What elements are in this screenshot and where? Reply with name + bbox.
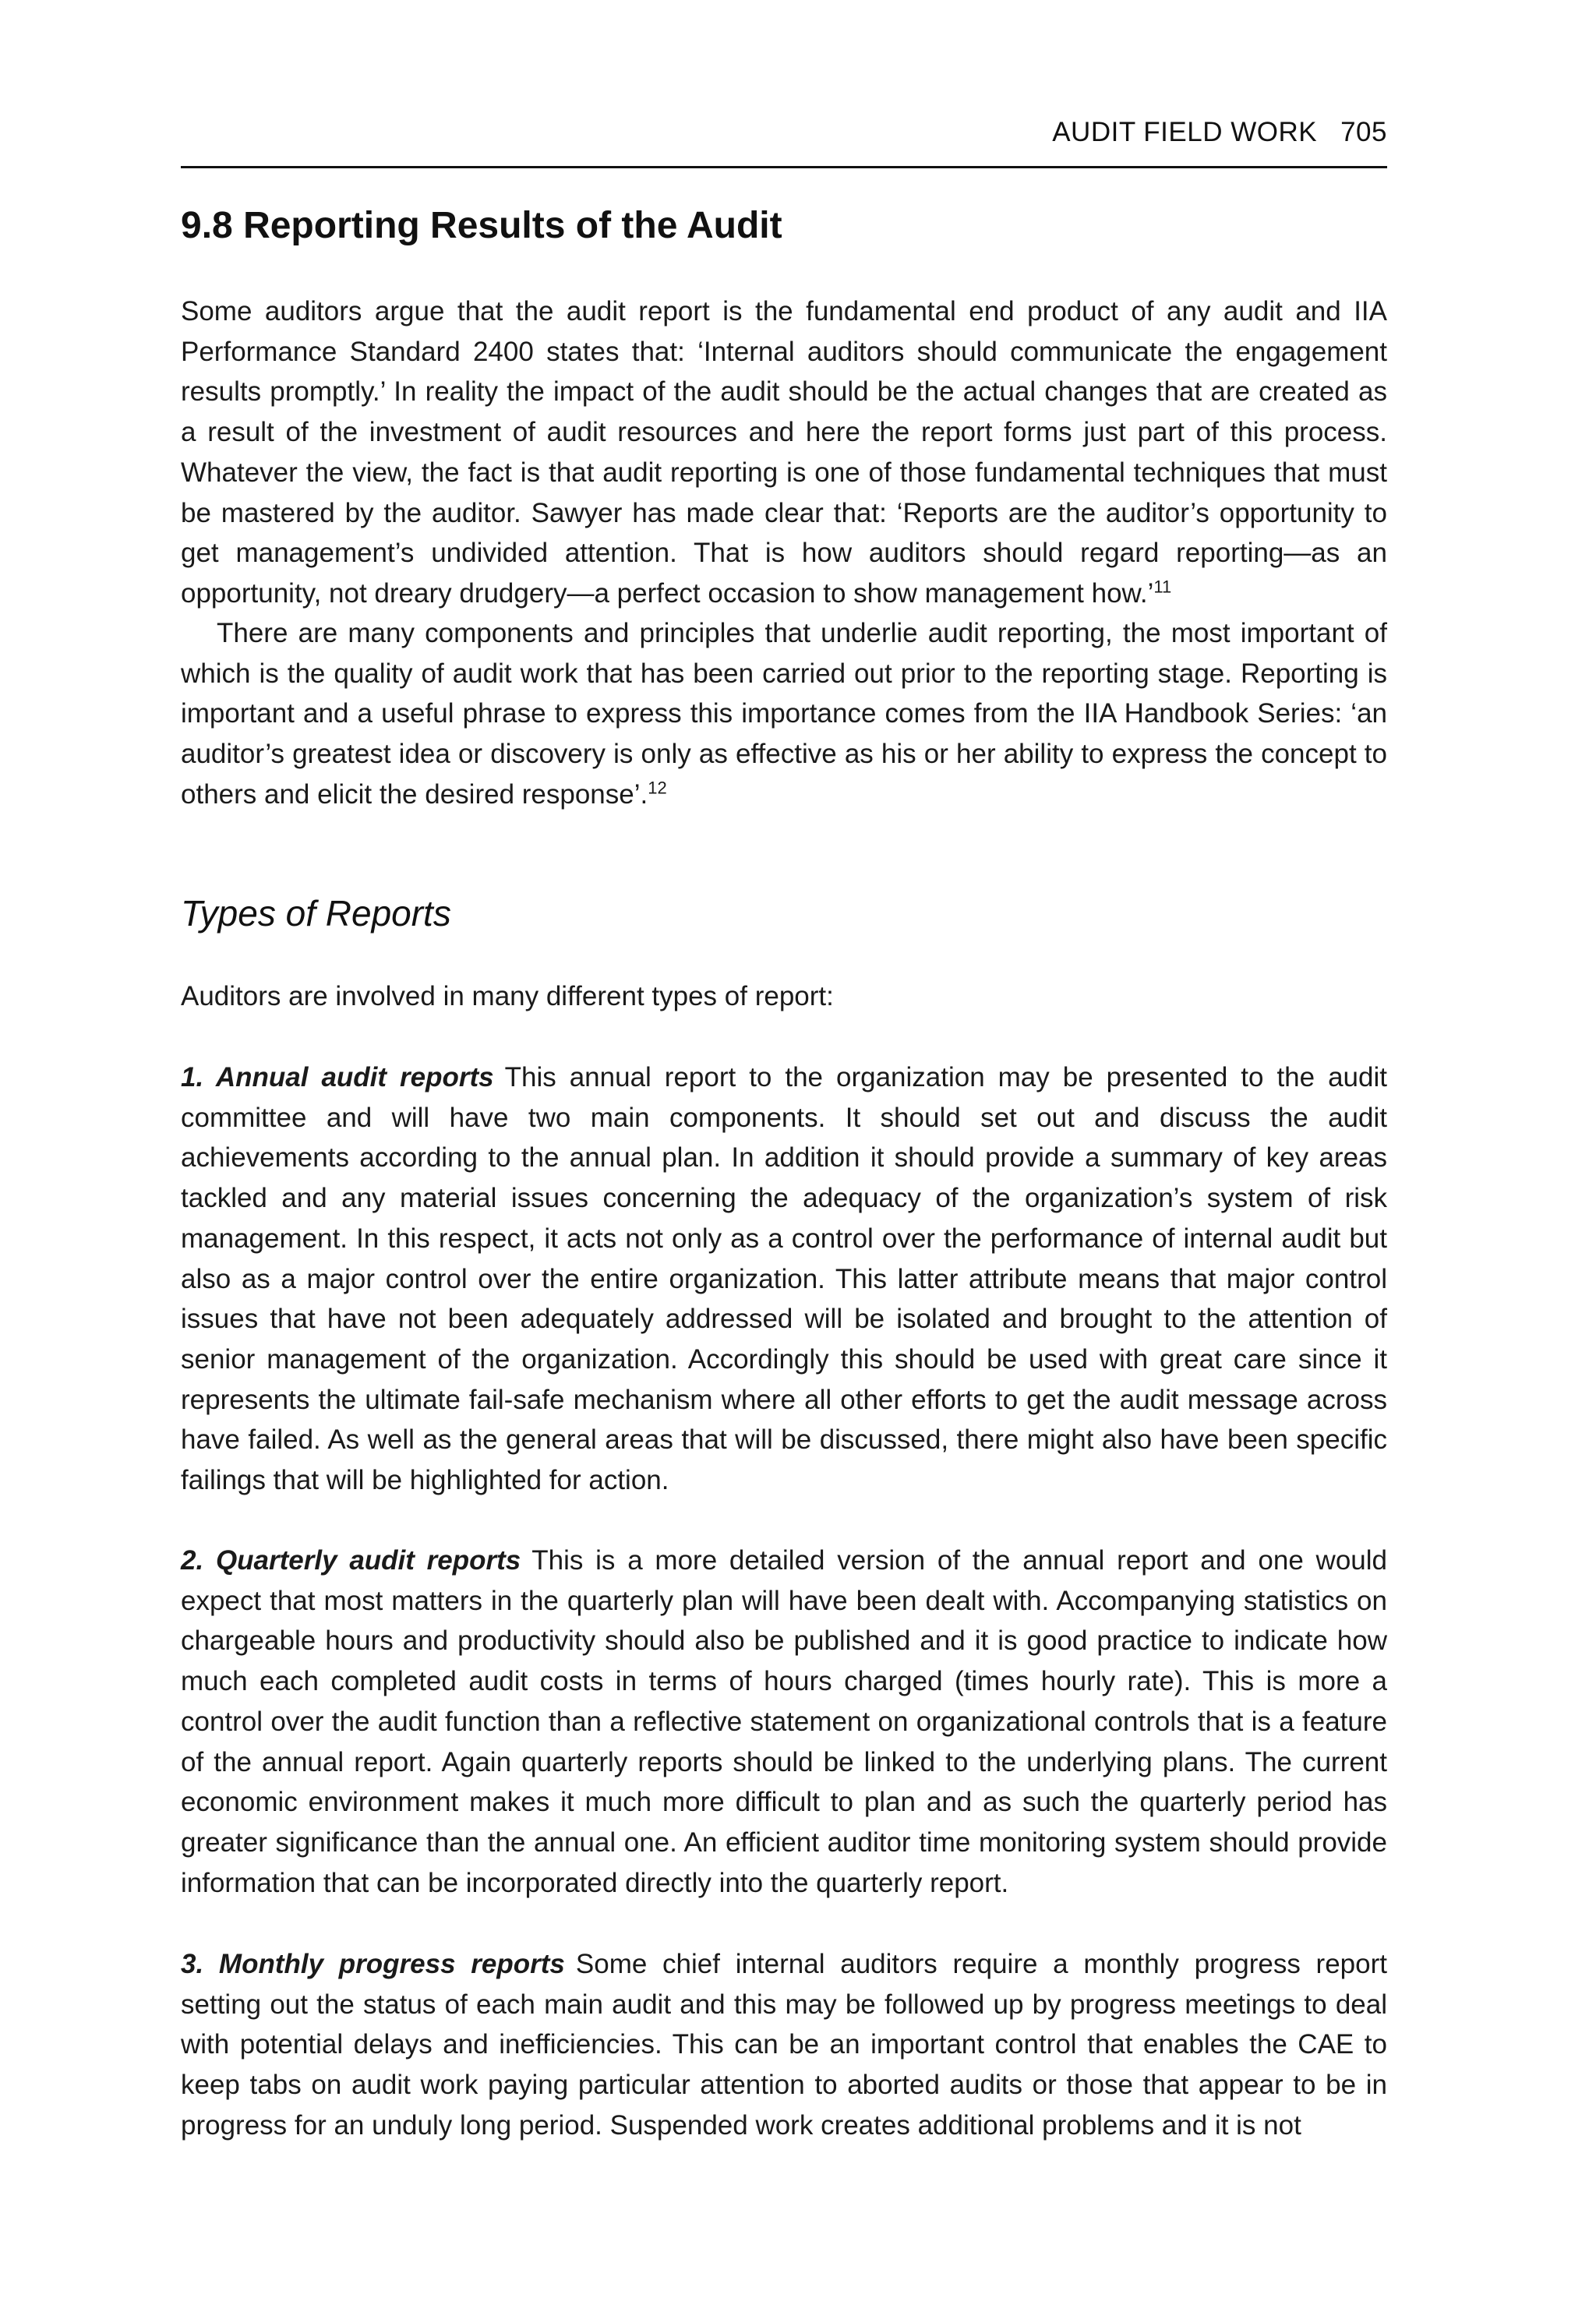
- running-title: AUDIT FIELD WORK: [1052, 117, 1318, 147]
- header-rule: [181, 166, 1387, 168]
- subsection-title: Types of Reports: [181, 893, 451, 934]
- section-title: 9.8 Reporting Results of the Audit: [181, 205, 782, 246]
- report-type-annual: [181, 1057, 1387, 1501]
- report-type-monthly: [181, 1944, 1387, 2146]
- report-type-label: 3. Monthly progress reports: [181, 1949, 565, 1979]
- report-type-label: 2. Quarterly audit reports: [181, 1545, 521, 1576]
- types-intro: Auditors are involved in many different types of report:: [181, 981, 834, 1011]
- page-number: 705: [1340, 117, 1387, 147]
- report-type-label: 1. Annual audit reports: [181, 1062, 494, 1092]
- running-header: [1052, 117, 1387, 148]
- footnote-ref-12: 12: [648, 778, 667, 798]
- footnote-ref-11: 11: [1153, 577, 1172, 597]
- report-type-text: This is a more detailed version of the annual report and one would expect that most matters in the quarterly plan will have been dealt with. Accompanying statistics on chargeable hours and productivity should also be published and it is good practice to indicate how much each completed audit costs in terms of hours charged (times hourly rate). This is more a control over the audit function than a reflective statement on organizational controls that is a feature of the annual report. Again quarterly reports should be linked to the underlying plans. The current economic environment makes it much more difficult to plan and as such the quarterly period has greater significance than the annual one. An efficient auditor time monitoring system should provide information that can be incorporated directly into the quarterly report.: [181, 1545, 1388, 1898]
- report-type-text: This annual report to the organization may be presented to the audit committee and will have two main components. It should set out and discuss the audit achievements according to the annual plan. In addition it should provide a summary of key areas tackled and any material issues concerning the adequacy of the organization’s system of risk management. In this respect, it acts not only as a control over the performance of internal audit but also as a major control over the entire organization. This latter attribute means that major control issues that have not been adequately addressed will be isolated and brought to the attention of senior management of the organization. Accordingly this should be used with great care since it represents the ultimate fail-safe mechanism where all other efforts to get the audit message across have failed. As well as the general areas that will be discussed, there might also have been specific failings that will be highlighted for action.: [181, 1062, 1387, 1496]
- report-type-text: Some chief internal auditors require a monthly progress report setting out the status of each main audit and this may be followed up by progress meetings to deal with potential delays and inefficiencies. This can be an important control that enables the CAE to keep tabs on audit work paying particular attention to aborted audits or those that appear to be in progress for an unduly long period. Suspended work creates additional problems and it is not: [181, 1949, 1387, 2141]
- paragraph-2: [181, 613, 1387, 815]
- paragraph-1: [181, 291, 1387, 614]
- paragraph-2-text: There are many components and principles that underlie audit reporting, the most important of which is the quality of audit work that has been carried out prior to the reporting stage. Reporting is important and a useful phrase to express this importance comes from the IIA Handbook Series: ‘an auditor’s greatest idea or discovery is only as effective as his or her ability to express the concept to others and elicit the desired response’.: [181, 618, 1387, 810]
- report-type-quarterly: [181, 1541, 1387, 1903]
- paragraph-1-text: Some auditors argue that the audit report is the fundamental end product of any audit and IIA Performance Standard 2400 states that: ‘Internal auditors should communicate the engagement results promptly.’ In reality the impact of the audit should be the actual changes that are created as a result of the investment of audit resources and here the report forms just part of this process. Whatever the view, the fact is that audit reporting is one of those fundamental techniques that must be mastered by the auditor. Sawyer has made clear that: ‘Reports are the auditor’s opportunity to get management’s undivided attention. That is how auditors should regard reporting—as an opportunity, not dreary drudgery—a perfect occasion to show management how.’: [181, 296, 1387, 609]
